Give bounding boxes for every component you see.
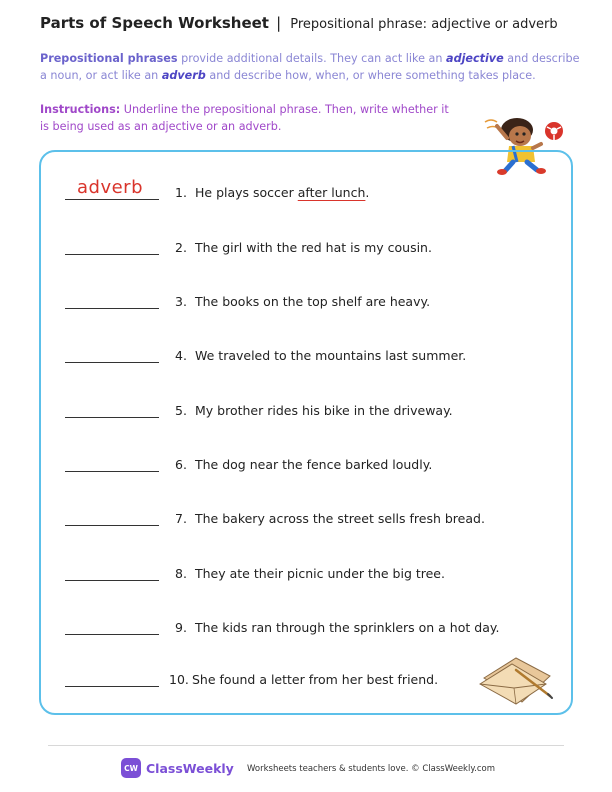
question-sentence: The books on the top shelf are heavy. xyxy=(195,294,431,309)
question-number: 7. xyxy=(175,511,187,526)
answer-blank[interactable] xyxy=(65,199,159,200)
question-sentence xyxy=(195,185,369,200)
question-3 xyxy=(65,294,565,316)
answer-blank[interactable] xyxy=(65,362,159,363)
footer-tagline: Worksheets teachers & students love. © ClassWeekly.com xyxy=(247,764,496,774)
title-separator: | xyxy=(276,14,282,32)
footer-divider xyxy=(48,745,564,746)
intro-part2: and describe a noun, or act like an xyxy=(40,52,580,82)
question-7 xyxy=(65,511,565,533)
intro-paragraph xyxy=(40,50,580,84)
intro-part3: and describe how, when, or where something takes place. xyxy=(205,69,536,82)
question-8 xyxy=(65,566,565,588)
question-5 xyxy=(65,403,565,425)
worksheet-subtitle: Prepositional phrase: adjective or adverb xyxy=(290,17,558,32)
question-number: 9. xyxy=(175,620,187,635)
classweekly-logo-icon: CW xyxy=(121,758,141,778)
question-sentence: The dog near the fence barked loudly. xyxy=(195,457,433,472)
question-number: 3. xyxy=(175,294,187,309)
answer-handwritten: adverb xyxy=(77,177,144,198)
question-number: 2. xyxy=(175,240,187,255)
worksheet-title: Parts of Speech Worksheet xyxy=(40,14,269,32)
question-number: 1. xyxy=(175,185,187,200)
intro-adjective: adjective xyxy=(446,52,504,65)
question-sentence: The girl with the red hat is my cousin. xyxy=(195,240,432,255)
answer-blank[interactable] xyxy=(65,471,159,472)
question-sentence: They ate their picnic under the big tree. xyxy=(195,566,445,581)
page-header xyxy=(40,13,558,32)
intro-adverb: adverb xyxy=(161,69,206,82)
answer-blank[interactable] xyxy=(65,580,159,581)
question-number: 8. xyxy=(175,566,187,581)
answer-blank[interactable] xyxy=(65,686,159,687)
question-number: 10. xyxy=(169,672,189,687)
answer-blank[interactable] xyxy=(65,254,159,255)
classweekly-logo-text: ClassWeekly xyxy=(146,761,234,776)
question-9 xyxy=(65,620,565,642)
question-sentence: My brother rides his bike in the driveway. xyxy=(195,403,453,418)
answer-blank[interactable] xyxy=(65,308,159,309)
question-sentence: The bakery across the street sells fresh bread. xyxy=(195,511,485,526)
answer-blank[interactable] xyxy=(65,634,159,635)
answer-blank[interactable] xyxy=(65,417,159,418)
intro-part1: provide additional details. They can act like an xyxy=(177,52,447,65)
instructions-label: Instructions: xyxy=(40,103,121,116)
question-1 xyxy=(65,177,565,207)
question-number: 5. xyxy=(175,403,187,418)
intro-lead: Prepositional phrases xyxy=(40,52,178,65)
underlined-phrase: after lunch xyxy=(297,185,366,200)
answer-blank[interactable] xyxy=(65,525,159,526)
sentence-before: He plays soccer xyxy=(195,185,298,200)
question-sentence: The kids ran through the sprinklers on a hot day. xyxy=(195,620,500,635)
instructions-text: Underline the prepositional phrase. Then, write whether it is being used as an adjective or an adverb. xyxy=(40,103,449,133)
question-sentence: She found a letter from her best friend. xyxy=(192,672,439,687)
question-4 xyxy=(65,348,565,370)
question-6 xyxy=(65,457,565,479)
envelope-letter-illustration xyxy=(476,654,554,706)
sentence-after: . xyxy=(365,185,370,200)
question-number: 4. xyxy=(175,348,187,363)
question-2 xyxy=(65,240,565,262)
question-number: 6. xyxy=(175,457,187,472)
instructions xyxy=(40,101,460,135)
question-sentence: We traveled to the mountains last summer. xyxy=(195,348,467,363)
